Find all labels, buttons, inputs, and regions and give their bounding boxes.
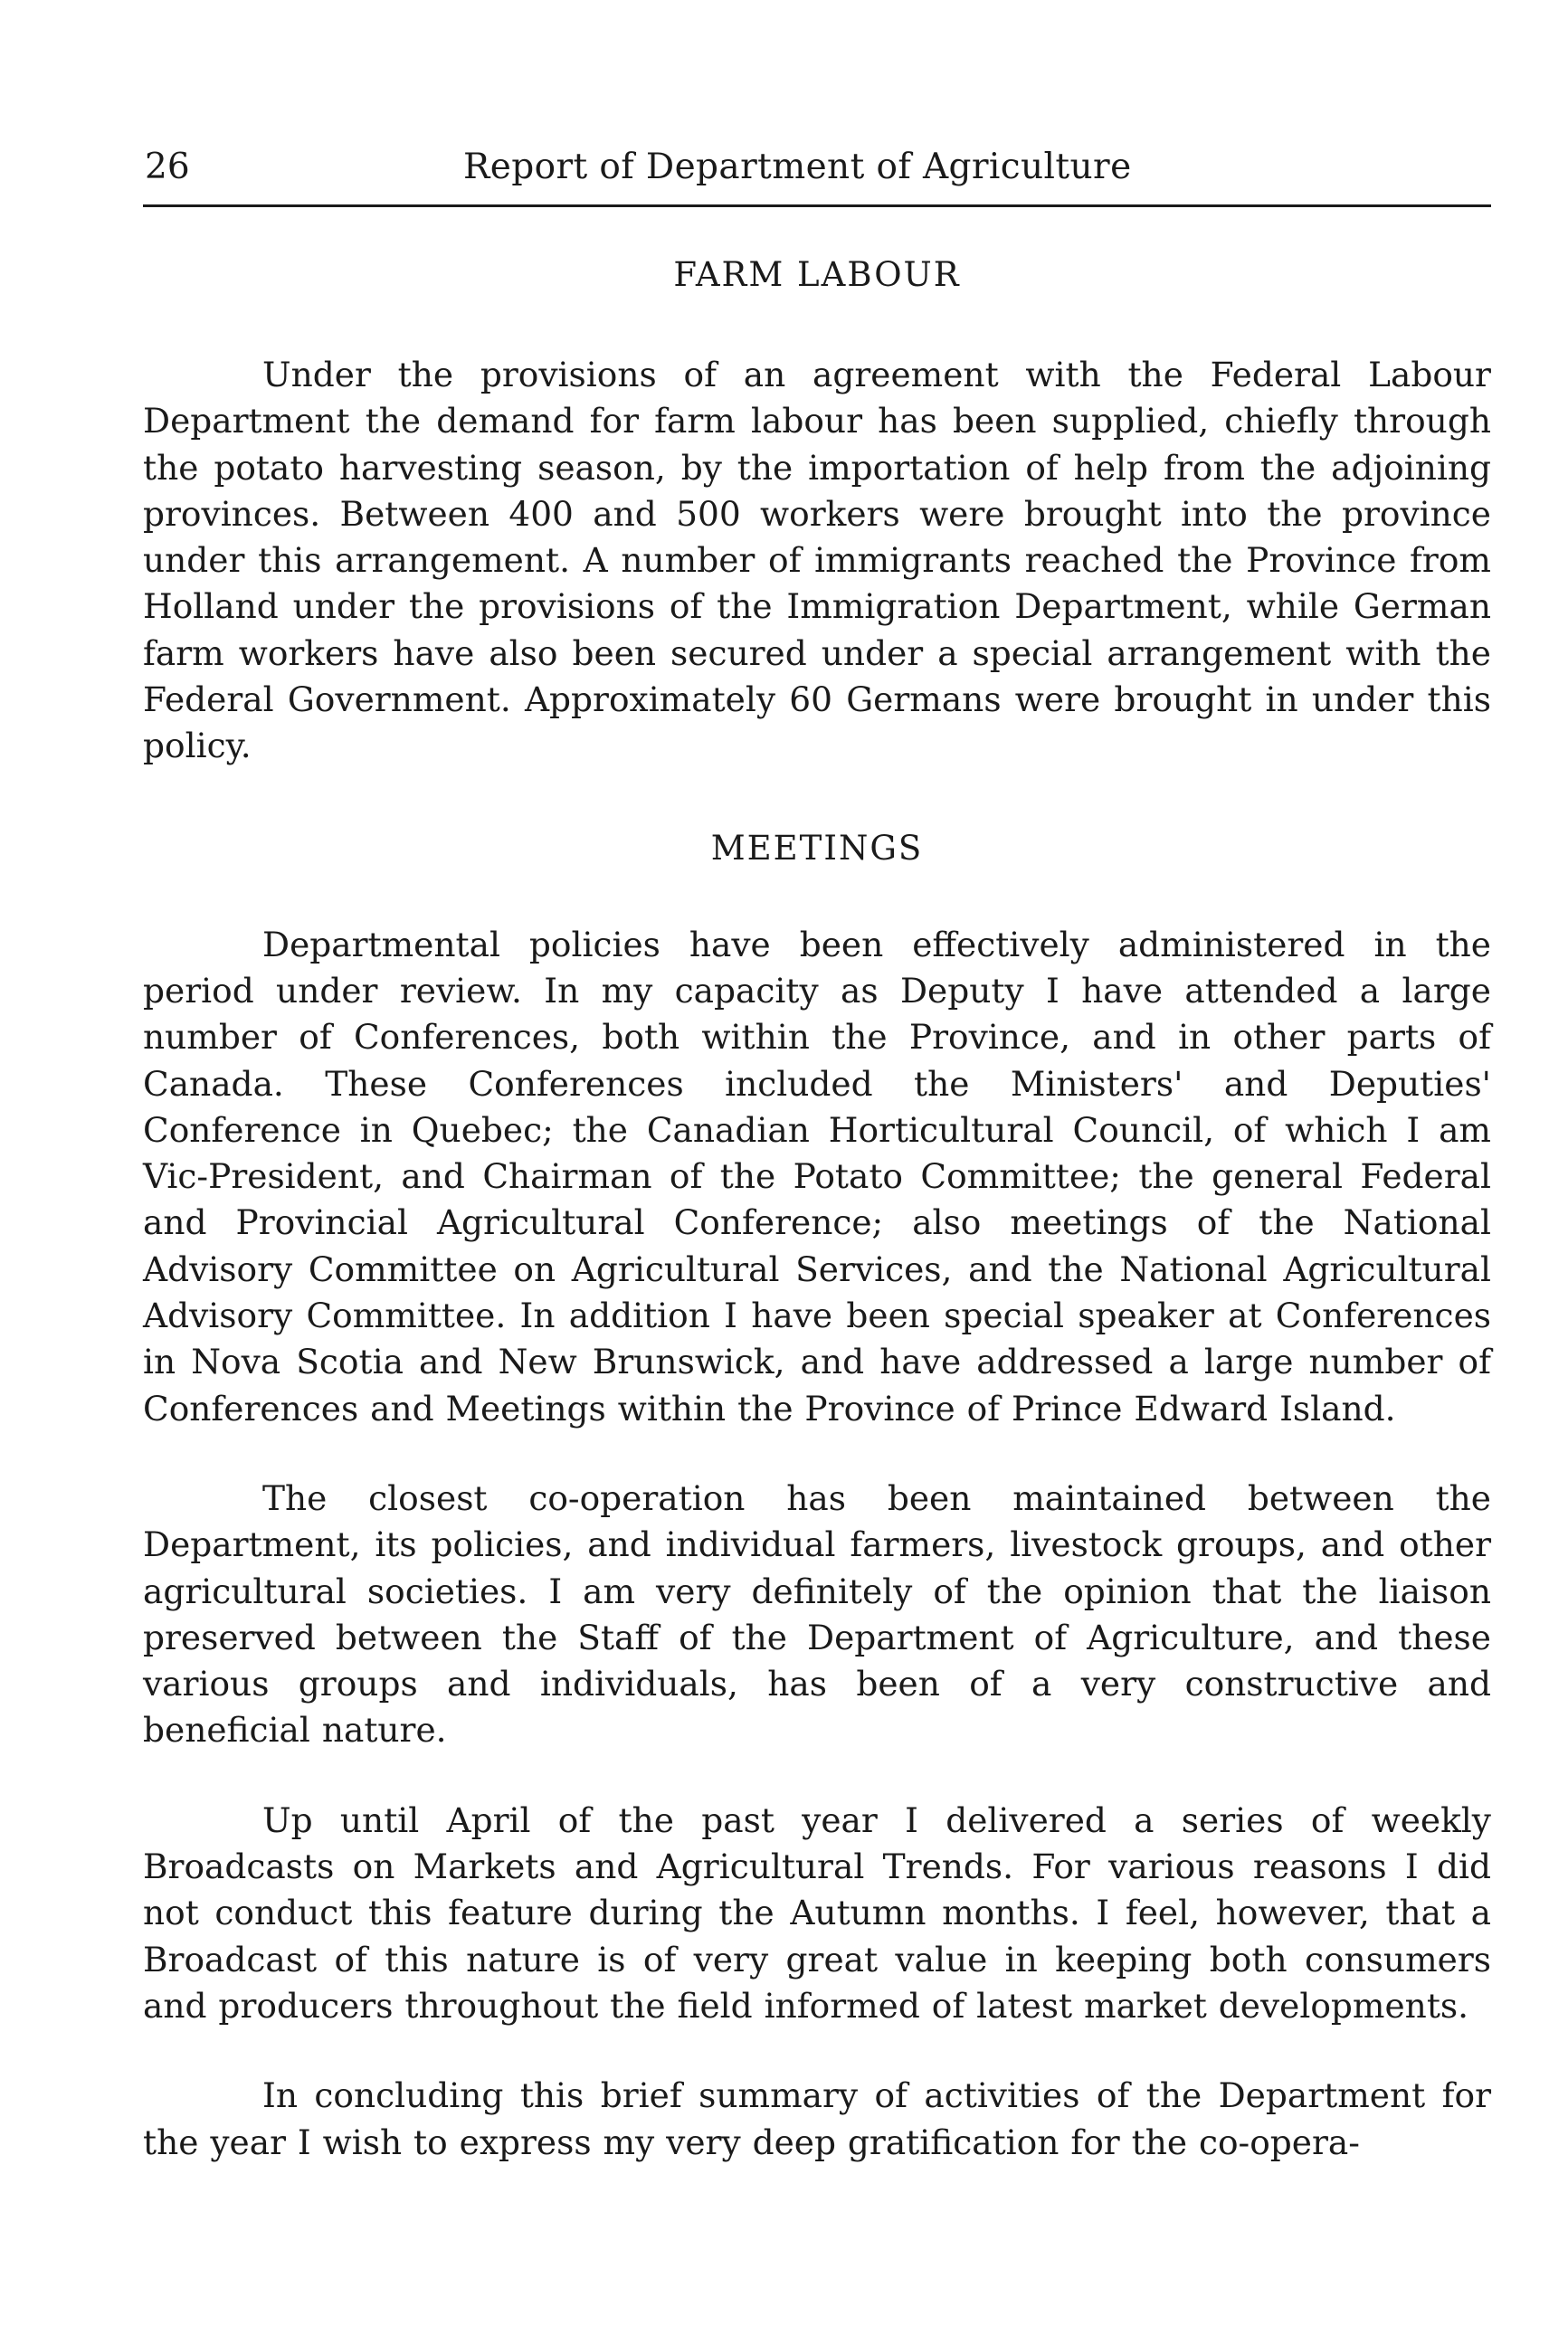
paragraph-meetings-conferences: Departmental policies have been effectively administered in the period under review. In my capacity as Deputy I have attended a large number of Conferences, both within the Province, and in other parts of Canada. These Conferences included the Ministers' and Deputies' Conference in Quebec; the Canadian Horticultural Council, of which I am Vic-President, and Chairman of the Potato Committee; the general Federal and Provincial Agricultural Conference; also meetings of the National Advisory Committee on Agricultural Services, and the National Agricultural Advisory Committee. In addition I have been special speaker at Conferences in Nova Scotia and New Brunswick, and have addressed a large number of Conferences and Meetings within the Province of Prince Edward Island. — [143, 924, 1491, 1429]
document-page — [143, 136, 1491, 2209]
running-header — [143, 136, 1491, 199]
page-number: 26 — [145, 147, 190, 187]
paragraph-meetings-broadcasts: Up until April of the past year I delivered a series of weekly Broadcasts on Markets and Agricultural Trends. For various reasons I did not conduct this feature during the Autumn months. I feel, however, that a Broadcast of this nature is of very great value in keeping both consumers and producers throughout the field informed of latest market developments. — [143, 1799, 1491, 2026]
section-heading-farm-labour: FARM LABOUR — [673, 255, 961, 294]
running-title: Report of Department of Agriculture — [463, 147, 1132, 187]
section-heading-meetings: MEETINGS — [710, 828, 924, 868]
paragraph-farm-labour: Under the provisions of an agreement with the Federal Labour Department the demand for farm labour has been supplied, chiefly through the potato harvesting season, by the importation of help from the adjoining provinces. Between 400 and 500 workers were brought into the province under this arrangement. A number of immigrants reached the Province from Holland under the provisions of the Immigration Department, while German farm workers have also been secured under a special arrangement with the Federal Government. Approximately 60 Germans were brought in under this policy. — [143, 355, 1491, 766]
paragraph-meetings-concluding: In concluding this brief summary of activities of the Department for the year I wish to express my very deep gratification for the co-opera- — [143, 2075, 1491, 2162]
header-rule — [143, 204, 1491, 207]
paragraph-meetings-cooperation: The closest co-operation has been maintained between the Department, its policies, and individual farmers, livestock groups, and other agricultural societies. I am very definitely of the opinion that the liaison preserved between the Staff of the Department of Agriculture, and these various groups and individuals, has been of a very constructive and beneficial nature. — [143, 1477, 1491, 1751]
